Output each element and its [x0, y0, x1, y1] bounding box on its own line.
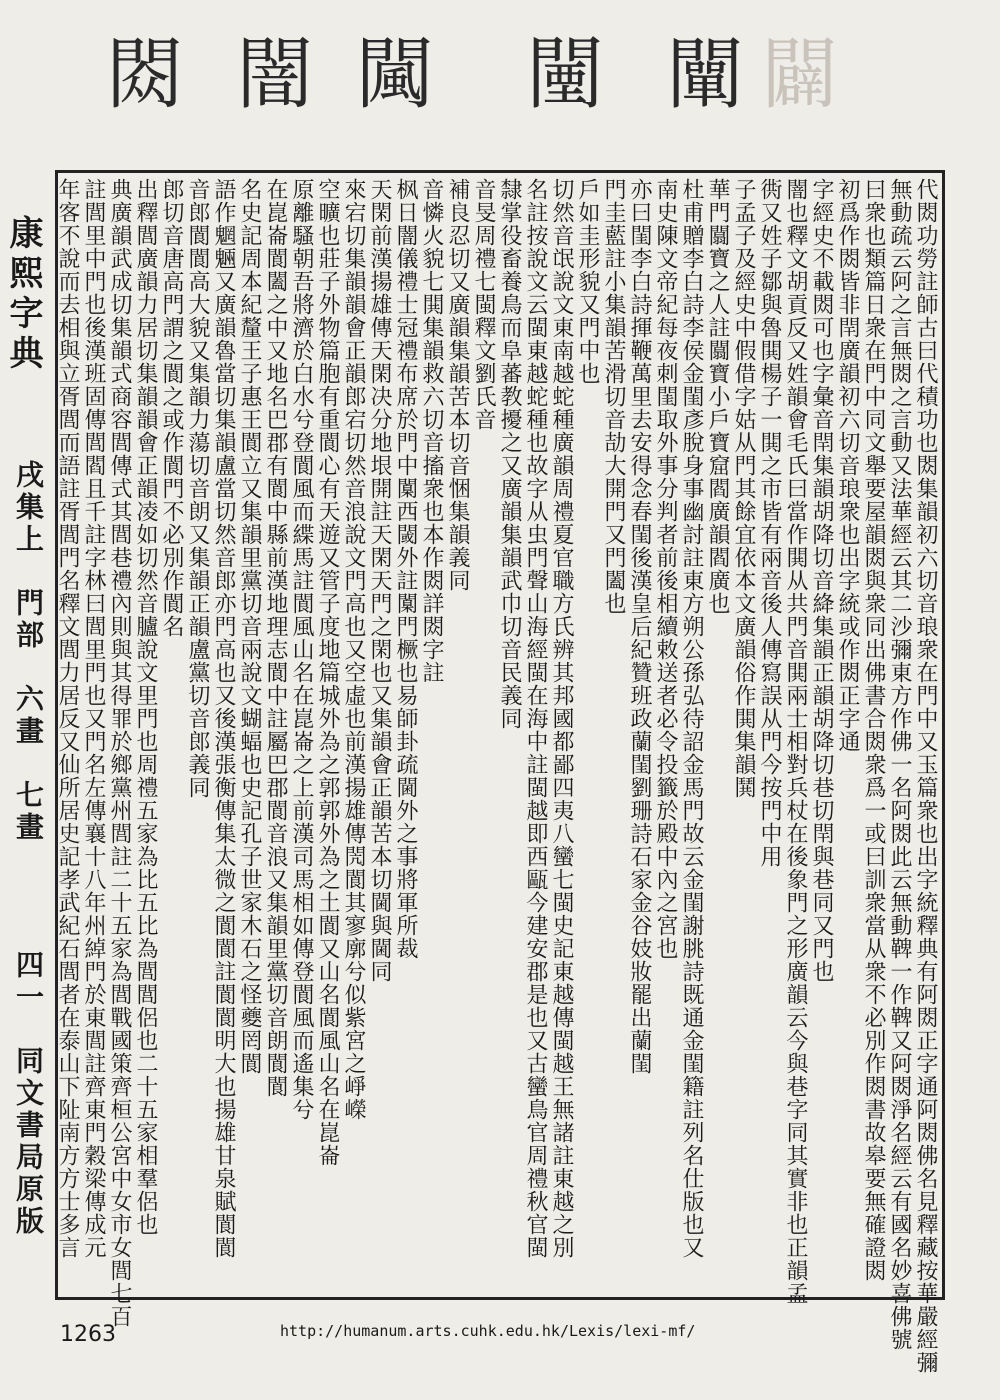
text-column: 杜甫贈李白詩李侯金閨彥脫身事幽討註東方朔公孫弘待詔金馬門故云金閨謝朓詩既通金閨籍註列名仕版也又	[679, 178, 704, 1259]
text-column: 年客不說而去相與立胥閭而語註胥閭門名釋文閭力居反又仙所居史記孝武紀石閭者在泰山下阯南方方士多言	[55, 178, 80, 1259]
text-column: 在崑崙閬闔之中又地名巴郡有閬中縣前漢地理志閬中註屬巴郡閬音浪又集韻里黨切音朗閬閬	[263, 178, 288, 1098]
text-column: 初爲作閦皆非閈廣韻初六切音琅衆也出字統或作閦正字通	[835, 178, 860, 753]
text-column: 典廣韻武成切集韻式商容閭傳式其閭巷禮內則與其得罪於鄉黨州閭註二十五家為閭戰國策齊桓公宮中女市女閭七百	[107, 178, 132, 1328]
seal-script-header	[100, 30, 839, 120]
text-column: 郎切音唐高門謂之閬之或作閬門不必別作閬名	[159, 178, 184, 638]
text-column: 曰衆也類篇日衆在門中同文舉要屋韻閦與衆同出佛書合閦衆爲一或曰訓衆當从衆不必別作閦書故皋要無確證閦	[861, 178, 886, 1282]
text-column: 隸掌役畜養鳥而阜蕃教擾之又廣韻集韻武巾切音民義同	[497, 178, 522, 730]
text-column: 補良忍切又廣韻集韻苦本切音悃集韻義同	[445, 178, 470, 592]
text-column: 音旻周禮七閩釋文劉氏音	[471, 178, 496, 431]
text-column: 原離騷朝吾將濟於白水兮登閬風而緤馬註閬風山名在崑崙之上前漢司馬相如傳登閬風而遙集兮	[289, 178, 314, 1121]
text-column: 門圭藍註小集韻苦滑切音劼大開門又門闔也	[601, 178, 626, 615]
text-column: 音郎閬閬高大貌又集韻力蕩切音朗又集韻正韻盧黨切音郎義同	[185, 178, 210, 799]
page-number: 1263	[60, 1322, 116, 1347]
text-column: 語作魍魎又廣韻魯當切集韻盧當切然音郎亦門高也又後漢張衡傳集太微之閬閬註閬閬明大也揚雄甘泉賦閬閬	[211, 178, 236, 1259]
margin-section: 戌集上 門部 六畫 七畫	[12, 460, 45, 844]
text-column: 戶如圭形貌又門中也	[575, 178, 600, 385]
text-column: 衖又姓子鄒與魯閧楊子一閧之市皆有兩音後人傳寫誤从門今按門中用	[757, 178, 782, 868]
text-column: 出釋閭廣韻力居切集韻韻會正韻凌如切然音臚說文里門也周禮五家為比五比為閭閭侶也二十五家相羣侶也	[133, 178, 158, 1236]
text-column: 名註按說文云閩東越蛇種也故字从虫門聲山海經閩在海中註閩越即西甌今建安郡是也又古蠻鳥官周禮秋官閩	[523, 178, 548, 1259]
seal-char-1: 閦	[105, 30, 184, 120]
seal-char-5: 闡	[665, 30, 744, 120]
text-column: 亦曰閨李白詩揮鞭萬里去安得念春閨後漢皇后紀贊班政蘭閨劉珊詩石家金谷妓妝罷出蘭閨	[627, 178, 652, 1075]
text-column: 來宕切集韻韻會正韻郎宕切然音浪說文門高也又空虛也前漢揚雄傳閌閬其寥廓兮似紫宮之崢嶸	[341, 178, 366, 1121]
text-column: 空曠也莊子外物篇胞有重閬心有天遊又管子度地篇城外為之郭郭外為之土閬又山名閬風山名在崑崙	[315, 178, 340, 1167]
text-column: 音憐火貌七閧集韻救六切音搐衆也本作閦詳閦字註	[419, 178, 444, 684]
text-column: 切然音氓說文東南越蛇種廣韻周禮夏官職方氏辨其邦國都鄙四夷八蠻七閩史記東越傳閩越王無諸註東越之別	[549, 178, 574, 1259]
margin-title: 康熙字典	[3, 215, 43, 375]
text-column: 字經史不載閦可也字彙音閈集韻胡降切音絳集韻正韻胡降切巷切閈與巷同又門也	[809, 178, 834, 983]
text-column: 天閑前漢揚雄傳天閑决分地垠開註天閑天門之閑也又集韻會正韻苦本切閫與閫同	[367, 178, 392, 983]
text-column: 子孟子及經史中假借字姑从門其餘宜依本文廣韻俗作閧集韻鬨	[731, 178, 756, 799]
seal-char-6: 闢	[760, 30, 839, 120]
text-column: 闇也釋文胡貢反又姓韻會毛氏曰當作閧从共門音閧兩士相對兵杖在後象門之形廣韻云今與巷字同其實非也正韻孟	[783, 178, 808, 1305]
text-column: 代閦功勞註師古曰代積功也閦集韻初六切音琅衆在門中又玉篇衆也出字統釋典有阿閦正字通阿閦佛名見釋藏按華嚴經彌	[913, 178, 938, 1374]
text-column: 南史陳文帝紀每夜刺閨取外事分判者前後相續敕送者必令投籤於殿中內之宮也	[653, 178, 678, 960]
text-column: 華門闒寶之人註闒寶小戶寶窟閻廣韻閻廣也	[705, 178, 730, 615]
text-column: 名史記周本紀釐王子惠王閬立又集韻里黨切音兩說文蝴蝠也史記孔子世家木石之怪夔罔閬	[237, 178, 262, 1075]
seal-char-3: 闏	[355, 30, 434, 120]
seal-char-2: 闇	[235, 30, 314, 120]
source-url[interactable]: http://humanum.arts.cuhk.edu.hk/Lexis/lexi-mf/	[280, 1322, 696, 1340]
text-column: 無動疏云阿之言無閦之言動又法華經云其二沙彌東方作佛一名阿閦此云無動鞞一作鞞又阿閦淨名經云有國名妙喜佛號	[887, 178, 912, 1351]
text-column: 註閭里中門也後漢班固傳閭閻且千註字林曰閭里門也又門名左傳襄十八年州綽門於東閭註齊東門穀梁傳成元	[81, 178, 106, 1259]
text-column: 枫日闇儀禮士冠禮布席於門中闑西閾外註闑門橛也易師卦疏閫外之事將軍所裁	[393, 178, 418, 960]
margin-publisher: 四一 同文書局原版	[12, 950, 45, 1238]
seal-char-4: 闉	[525, 30, 604, 120]
